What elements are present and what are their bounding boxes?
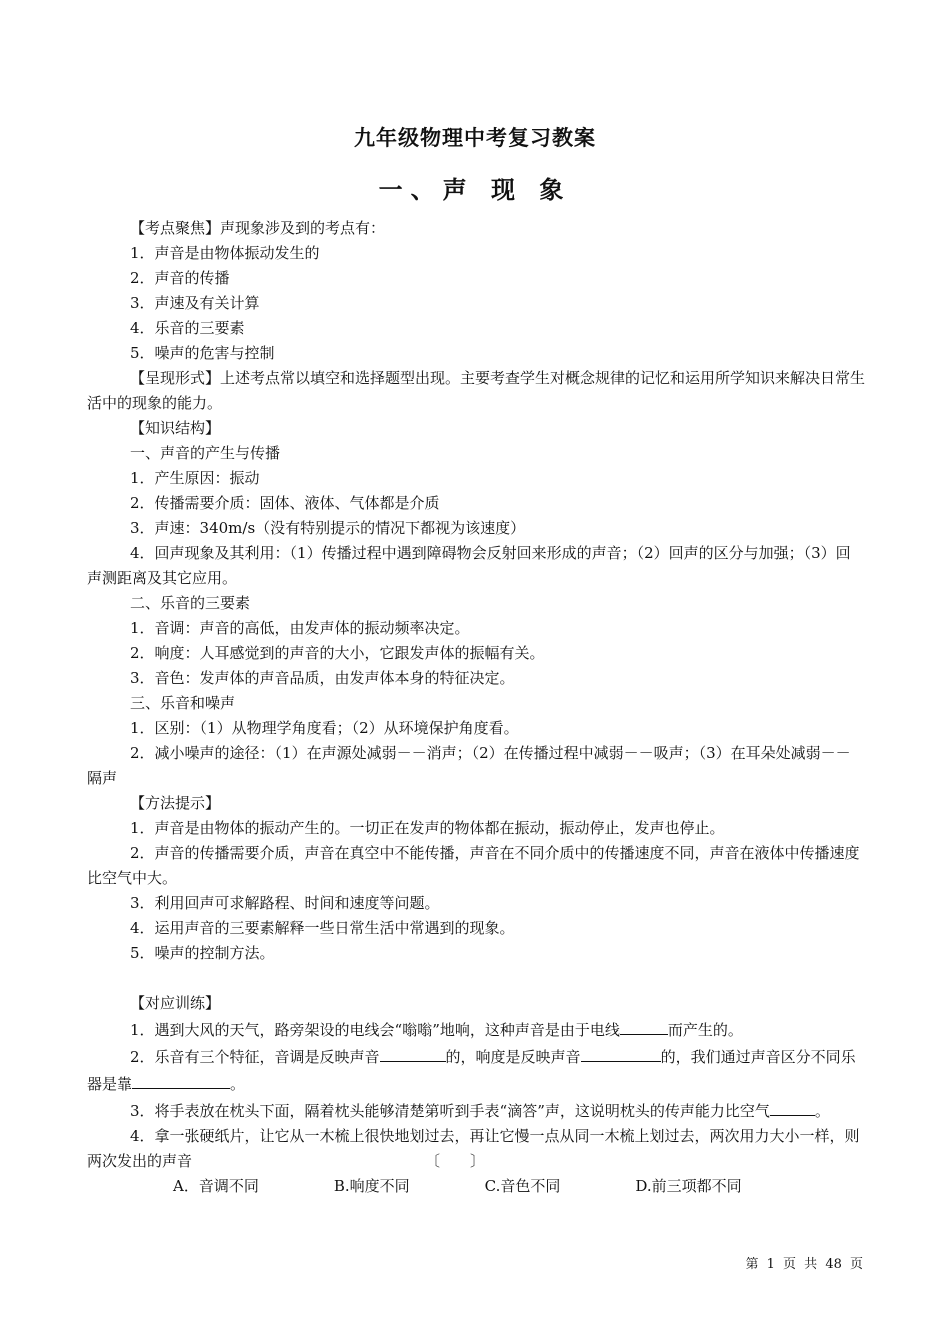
option-c: C.音色不同: [484, 1177, 561, 1195]
spacer: [87, 966, 865, 991]
method-item: 1．声音是由物体的振动产生的。一切正在发声的物体都在振动，振动停止，发声也停止。: [130, 819, 725, 837]
answer-blank: [380, 1043, 446, 1062]
question-2-tail: 。: [230, 1075, 246, 1093]
question-2: [87, 1043, 865, 1097]
page-number-footer: 第 1 页 共 48 页: [745, 1257, 863, 1272]
method-item: 2．声音的传播需要介质，声音在真空中不能传播，声音在不同介质中的传播速度不同，声音在液体中传播速度比空气中大。: [87, 844, 860, 887]
structure-section-1: 一、声音的产生与传播: [130, 444, 281, 462]
structure-section-3: 三、乐音和噪声: [130, 694, 236, 712]
focus-heading-line: 【考点聚焦】声现象涉及到的考点有：: [130, 219, 386, 237]
question-4-options: [87, 1174, 865, 1199]
question-3-tail: 。: [814, 1102, 830, 1120]
answer-blank: [620, 1016, 668, 1035]
structure-item: 2．传播需要介质：固体、液体、气体都是介质: [130, 494, 440, 512]
answer-blank: [770, 1097, 815, 1116]
structure-item: 3．声速：340m/s（没有特别提示的情况下都视为该速度）: [130, 519, 526, 537]
question-2-text-b: 的，响度是反映声音: [445, 1048, 581, 1066]
focus-item-1: 1．声音是由物体振动发生的: [130, 244, 320, 262]
structure-item: 1．区别：（1）从物理学角度看；（2）从环境保护角度看。: [130, 719, 519, 737]
structure-item: 2．响度：人耳感觉到的声音的大小，它跟发声体的振幅有关。: [130, 644, 545, 662]
method-heading: 【方法提示】: [130, 794, 221, 812]
method-item: 5．噪声的控制方法。: [130, 944, 275, 962]
answer-blank: [581, 1043, 661, 1062]
method-item: 3．利用回声可求解路程、时间和速度等问题。: [130, 894, 440, 912]
question-1: [87, 1016, 865, 1043]
focus-item-5: 5．噪声的危害与控制: [130, 344, 275, 362]
structure-section-2: 二、乐音的三要素: [130, 594, 251, 612]
focus-item-2: 2．声音的传播: [130, 269, 230, 287]
structure-item: 2．减小噪声的途径：（1）在声源处减弱－－消声；（2）在传播过程中减弱－－吸声；（3）在耳朵处减弱－－隔声: [87, 744, 851, 787]
question-2-text: 2．乐音有三个特征，音调是反映声音: [130, 1048, 380, 1066]
structure-item: 4．回声现象及其利用：（1）传播过程中遇到障碍物会反射回来形成的声音；（2）回声的区分与加强；（3）回声测距离及其它应用。: [87, 544, 851, 587]
answer-blank: [132, 1070, 230, 1089]
document-title: 九年级物理中考复习教案: [354, 126, 596, 150]
structure-item: 1．音调：声音的高低，由发声体的振动频率决定。: [130, 619, 470, 637]
presentation-paragraph: 【呈现形式】上述考点常以填空和选择题型出现。主要考查学生对概念规律的记忆和运用所学知识来解决日常生活中的现象的能力。: [87, 369, 866, 412]
document-body: [87, 216, 865, 1199]
question-1-tail: 而产生的。: [667, 1021, 743, 1039]
section-title: 一、声 现 象: [378, 176, 572, 204]
question-3: [87, 1097, 865, 1124]
structure-item: 3．音色：发声体的声音品质，由发声体本身的特征决定。: [130, 669, 515, 687]
question-4: [87, 1124, 865, 1174]
question-2-text-c: 的，我们通过声音区分不同乐器是靠: [87, 1048, 856, 1093]
focus-item-3: 3．声速及有关计算: [130, 294, 260, 312]
option-b: B.响度不同: [333, 1177, 410, 1195]
question-3-text: 3．将手表放在枕头下面，隔着枕头能够清楚第听到手表“滴答”声，这说明枕头的传声能力比空气: [130, 1102, 770, 1120]
option-a: A．音调不同: [173, 1177, 259, 1195]
answer-bracket: 〔 〕: [425, 1152, 486, 1170]
focus-item-4: 4．乐音的三要素: [130, 319, 245, 337]
question-1-text: 1．遇到大风的天气，路旁架设的电线会“嗡嗡”地响，这种声音是由于电线: [130, 1021, 620, 1039]
training-heading: 【对应训练】: [130, 994, 221, 1012]
method-item: 4．运用声音的三要素解释一些日常生活中常遇到的现象。: [130, 919, 515, 937]
question-4-text: 4．拿一张硬纸片，让它从一木梳上很快地划过去，再让它慢一点从同一木梳上划过去，两次用力大小一样，则两次发出的声音: [87, 1127, 860, 1170]
structure-heading: 【知识结构】: [130, 419, 221, 437]
structure-item: 1．产生原因：振动: [130, 469, 260, 487]
option-d: D.前三项都不同: [635, 1177, 742, 1195]
